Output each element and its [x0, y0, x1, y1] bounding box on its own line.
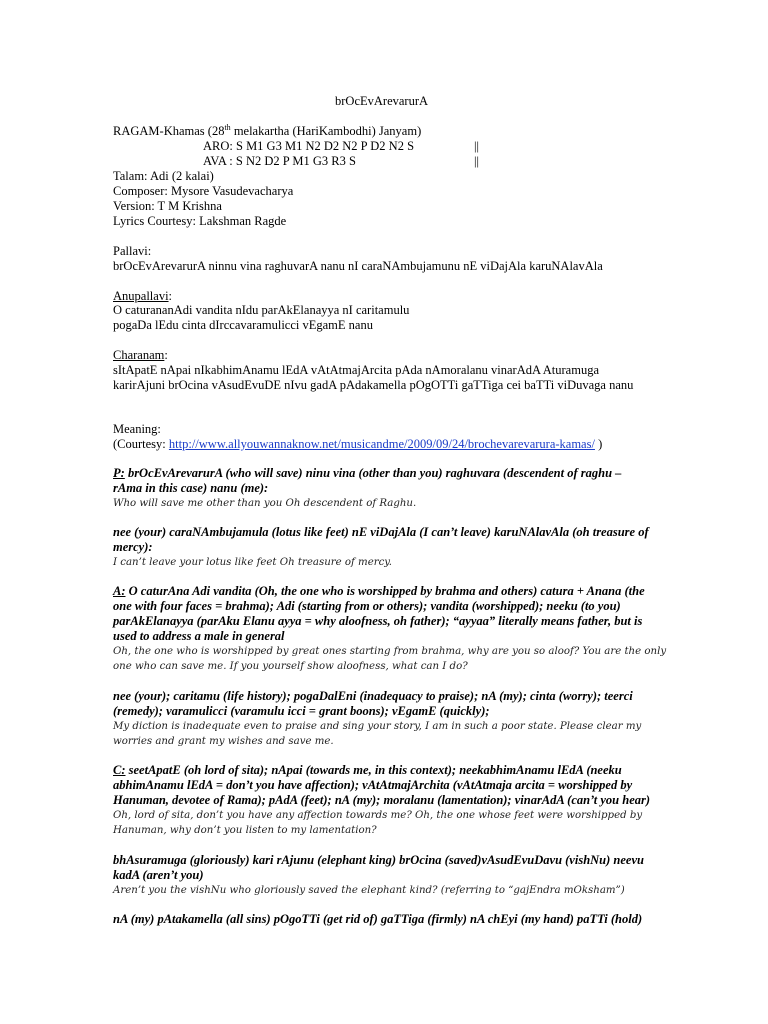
charanam-line: karirAjuni brOcina vAsudEvuDE nIvu gadA pAdakamella pOgOTTi gaTTiga cei baTTi viDuvaga nanu [113, 378, 634, 392]
arohanam: ARO: S M1 G3 M1 N2 D2 N2 P D2 N2 S [203, 139, 415, 153]
meaning-courtesy [113, 437, 602, 452]
avarohanam: AVA : S N2 D2 P M1 G3 R3 S [203, 154, 356, 168]
avarohanam-bar: || [474, 154, 480, 168]
c-section-meaning: Hanuman, why don’t you listen to my lamentation? [113, 825, 377, 836]
courtesy-link[interactable]: http://www.allyouwannaknow.net/musicandme/2009/09/24/brochevarevarura-kamas/ [168, 437, 595, 451]
p-label: P: [113, 466, 125, 480]
ragam-superscript: th [224, 122, 231, 132]
p2-section-meaning: I can’t leave your lotus like feet Oh treasure of mercy. [113, 557, 392, 568]
a2-section-meaning: worries and grant my wishes and save me. [113, 736, 334, 747]
a-label: A: [113, 584, 126, 598]
ragam-text-rest: melakartha (HariKambodhi) Janyam) [230, 124, 422, 138]
charanam-line: sItApatE nApai nIkabhimAnamu lEdA vAtAtmajArcita pAda nAmoralanu vinarAdA Aturamuga [113, 363, 600, 377]
a-bold-text: O caturAna Adi vandita (Oh, the one who is worshipped by brahma and others) catura + Anana (the [125, 584, 645, 598]
a-section-bold: parAkElanayya (parAku Elanu ayya = why aloofness, oh father); “ayyaa” literally means father, but is [113, 614, 643, 628]
p-section-bold [113, 466, 621, 481]
c-section-bold [113, 763, 622, 778]
ragam-line [113, 124, 421, 139]
c-bold-text: seetApatE (oh lord of sita); nApai (towards me, in this context); neekabhimAnamu lEdA (neeku [125, 763, 622, 777]
a2-section-meaning: My diction is inadequate even to praise and sing your story, I am in such a poor state. Please clear my [113, 721, 642, 732]
version: Version: T M Krishna [113, 199, 222, 213]
song-title: brOcEvArevarurA [335, 94, 429, 108]
c-section-bold: Hanuman, devotee of Rama); pAdA (feet); nA (my); moralanu (lamentation); vinarAdA (can’t you hear) [113, 793, 651, 807]
a-section-bold [113, 584, 645, 599]
charanam-heading-line [113, 348, 168, 363]
courtesy-suffix: ) [594, 437, 603, 451]
c3-section-bold: nA (my) pAtakamella (all sins) pOgoTTi (get rid of) gaTTiga (firmly) nA chEyi (my hand) paTTi (hold) [113, 912, 643, 926]
p2-section-bold: nee (your) caraNAmbujamula (lotus like feet) nE viDajAla (I can’t leave) karuNAlavAla (oh treasure of [113, 525, 649, 539]
anupallavi-heading-line [113, 289, 172, 304]
a2-section-bold: nee (your); caritamu (life history); pogaDalEni (inadequacy to praise); nA (my); cinta (worry); teerci [113, 689, 633, 703]
a2-section-bold: (remedy); varamulicci (varamulu icci = grant boons); vEgamE (quickly); [113, 704, 490, 718]
a-section-meaning: one who can save me. If you yourself show aloofness, what can I do? [113, 661, 468, 672]
ragam-text: RAGAM-Khamas (28 [113, 124, 225, 138]
anupallavi-line: O caturananAdi vandita nIdu parAkElanayya nI caritamulu [113, 303, 410, 317]
arohanam-bar: || [474, 139, 480, 153]
p-section-bold: rAma in this case) nanu (me): [113, 481, 269, 495]
a-section-meaning: Oh, the one who is worshipped by great ones starting from brahma, why are you so aloof? You are the only [113, 646, 667, 657]
a-section-bold: used to address a male in general [113, 629, 285, 643]
talam: Talam: Adi (2 kalai) [113, 169, 214, 183]
p-section-meaning: Who will save me other than you Oh descendent of Raghu. [113, 498, 417, 509]
c-section-meaning: Oh, lord of sita, don’t you have any affection towards me? Oh, the one whose feet were worshipped by [113, 810, 643, 821]
lyrics-courtesy: Lyrics Courtesy: Lakshman Ragde [113, 214, 287, 228]
c2-section-bold: kadA (aren’t you) [113, 868, 204, 882]
anupallavi-line: pogaDa lEdu cinta dIrccavaramulicci vEgamE nanu [113, 318, 373, 332]
pallavi-line: brOcEvArevarurA ninnu vina raghuvarA nanu nI caraNAmbujamunu nE viDajAla karuNAlavAla [113, 259, 603, 273]
anupallavi-colon: : [168, 289, 173, 303]
composer: Composer: Mysore Vasudevacharya [113, 184, 294, 198]
charanam-colon: : [164, 348, 168, 362]
c-label: C: [113, 763, 126, 777]
c2-section-meaning: Aren’t you the vishNu who gloriously saved the elephant kind? (referring to “gajEndra mOksham”) [113, 885, 625, 896]
pallavi-heading: Pallavi: [113, 244, 152, 258]
p-bold-text: brOcEvArevarurA (who will save) ninu vina (other than you) raghuvara (descendent of raghu – [124, 466, 622, 480]
p2-section-bold: mercy): [113, 540, 153, 554]
c2-section-bold: bhAsuramuga (gloriously) kari rAjunu (elephant king) brOcina (saved)vAsudEvuDavu (vishNu) neevu [113, 853, 644, 867]
meaning-heading: Meaning: [113, 422, 161, 436]
a-section-bold: one with four faces = brahma); Adi (starting from or others); vandita (worshipped); neeku (to you) [113, 599, 621, 613]
charanam-heading: Charanam [113, 348, 165, 362]
c-section-bold: abhimAnamu lEdA = don’t you have affection); vAtAtmajArchita (vAtAtmaja arcita = worshipped by [113, 778, 633, 792]
anupallavi-heading: Anupallavi [113, 289, 169, 303]
courtesy-prefix: (Courtesy: [113, 437, 169, 451]
